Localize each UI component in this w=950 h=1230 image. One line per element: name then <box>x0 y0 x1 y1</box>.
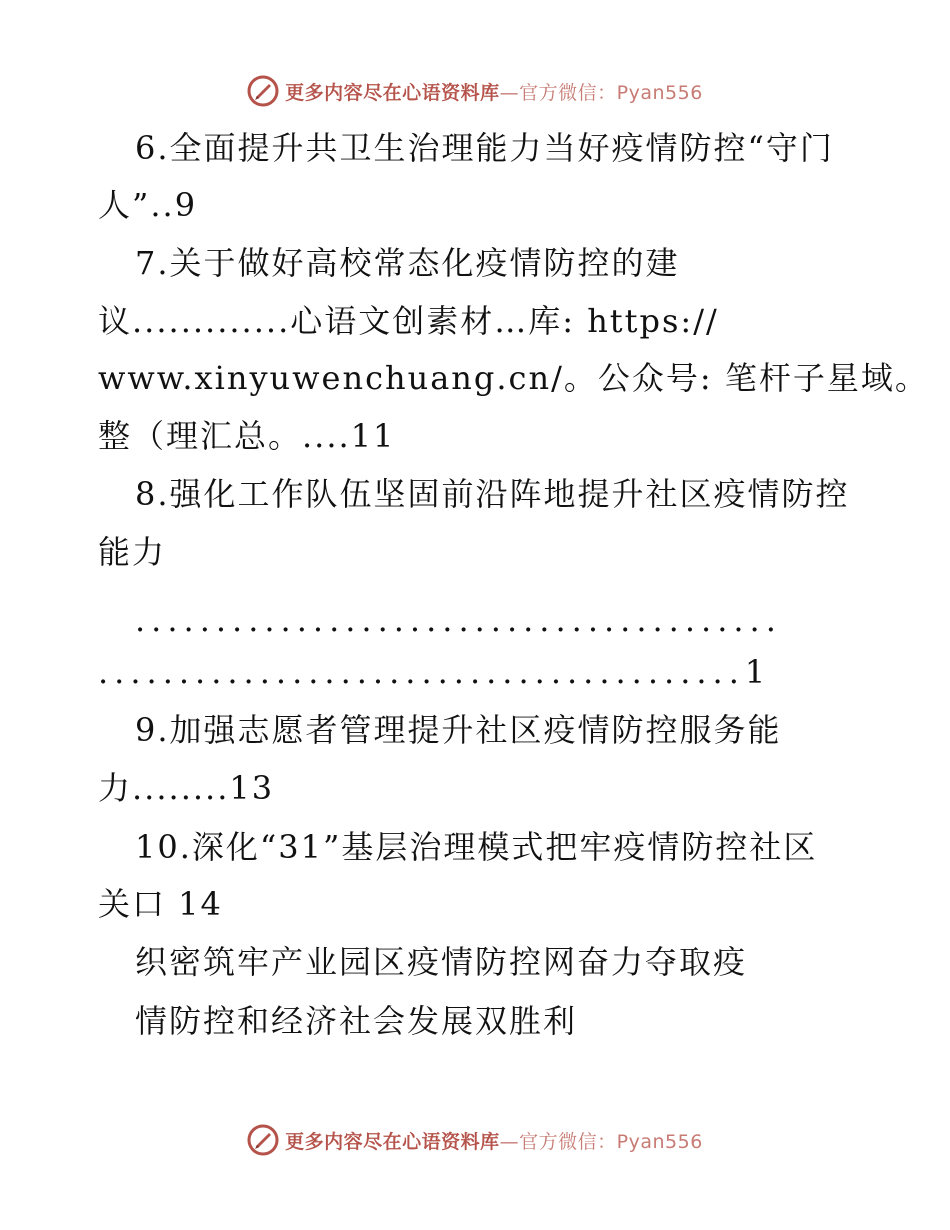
toc-entry-8-leader-dots: ........................................ <box>135 601 782 639</box>
section-title-line1: 织密筑牢产业园区疫情防控网奋力夺取疫 <box>135 943 748 981</box>
footer-watermark-banner <box>0 1120 950 1160</box>
toc-entry-9-line2: 力........13 <box>98 769 275 807</box>
quill-logo-icon <box>247 75 279 107</box>
watermark-separator: — <box>499 81 520 104</box>
watermark-separator: — <box>499 1130 520 1153</box>
toc-entry-7-line4: 整（理汇总。....11 <box>98 417 396 455</box>
section-title-line2: 情防控和经济社会发展双胜利 <box>135 1002 578 1040</box>
toc-entry-10-line2: 关口 14 <box>98 885 223 923</box>
watermark-text <box>285 1127 703 1154</box>
header-watermark-banner <box>0 71 950 111</box>
watermark-wechat: 官方微信：Pyan556 <box>519 81 703 104</box>
toc-entry-7-line2: 议.............心语文创素材…库: https:// <box>98 302 719 340</box>
toc-entry-8-line2: 能力 <box>98 533 167 571</box>
toc-entry-7-line1: 7.关于做好高校常态化疫情防控的建 <box>135 244 680 282</box>
toc-entry-10-line1: 10.深化“31”基层治理模式把牢疫情防控社区 <box>135 828 818 866</box>
toc-entry-8-line1: 8.强化工作队伍坚固前沿阵地提升社区疫情防控 <box>135 475 850 513</box>
watermark-main: 更多内容尽在心语资料库 <box>285 81 500 104</box>
watermark-main: 更多内容尽在心语资料库 <box>285 1130 500 1153</box>
watermark-text <box>285 78 703 105</box>
toc-entry-8-page: ........................................1 <box>98 653 772 691</box>
toc-entry-9-line1: 9.加强志愿者管理提升社区疫情防控服务能 <box>135 711 782 749</box>
quill-logo-icon <box>247 1124 279 1156</box>
toc-entry-7-line3: www.xinyuwenchuang.cn/。公众号: 笔杆子星域。 <box>98 359 929 397</box>
toc-entry-6-line1: 6.全面提升共卫生治理能力当好疫情防控“守门 <box>135 129 834 167</box>
toc-entry-6-line2: 人”..9 <box>98 186 198 224</box>
watermark-wechat: 官方微信：Pyan556 <box>519 1130 703 1153</box>
